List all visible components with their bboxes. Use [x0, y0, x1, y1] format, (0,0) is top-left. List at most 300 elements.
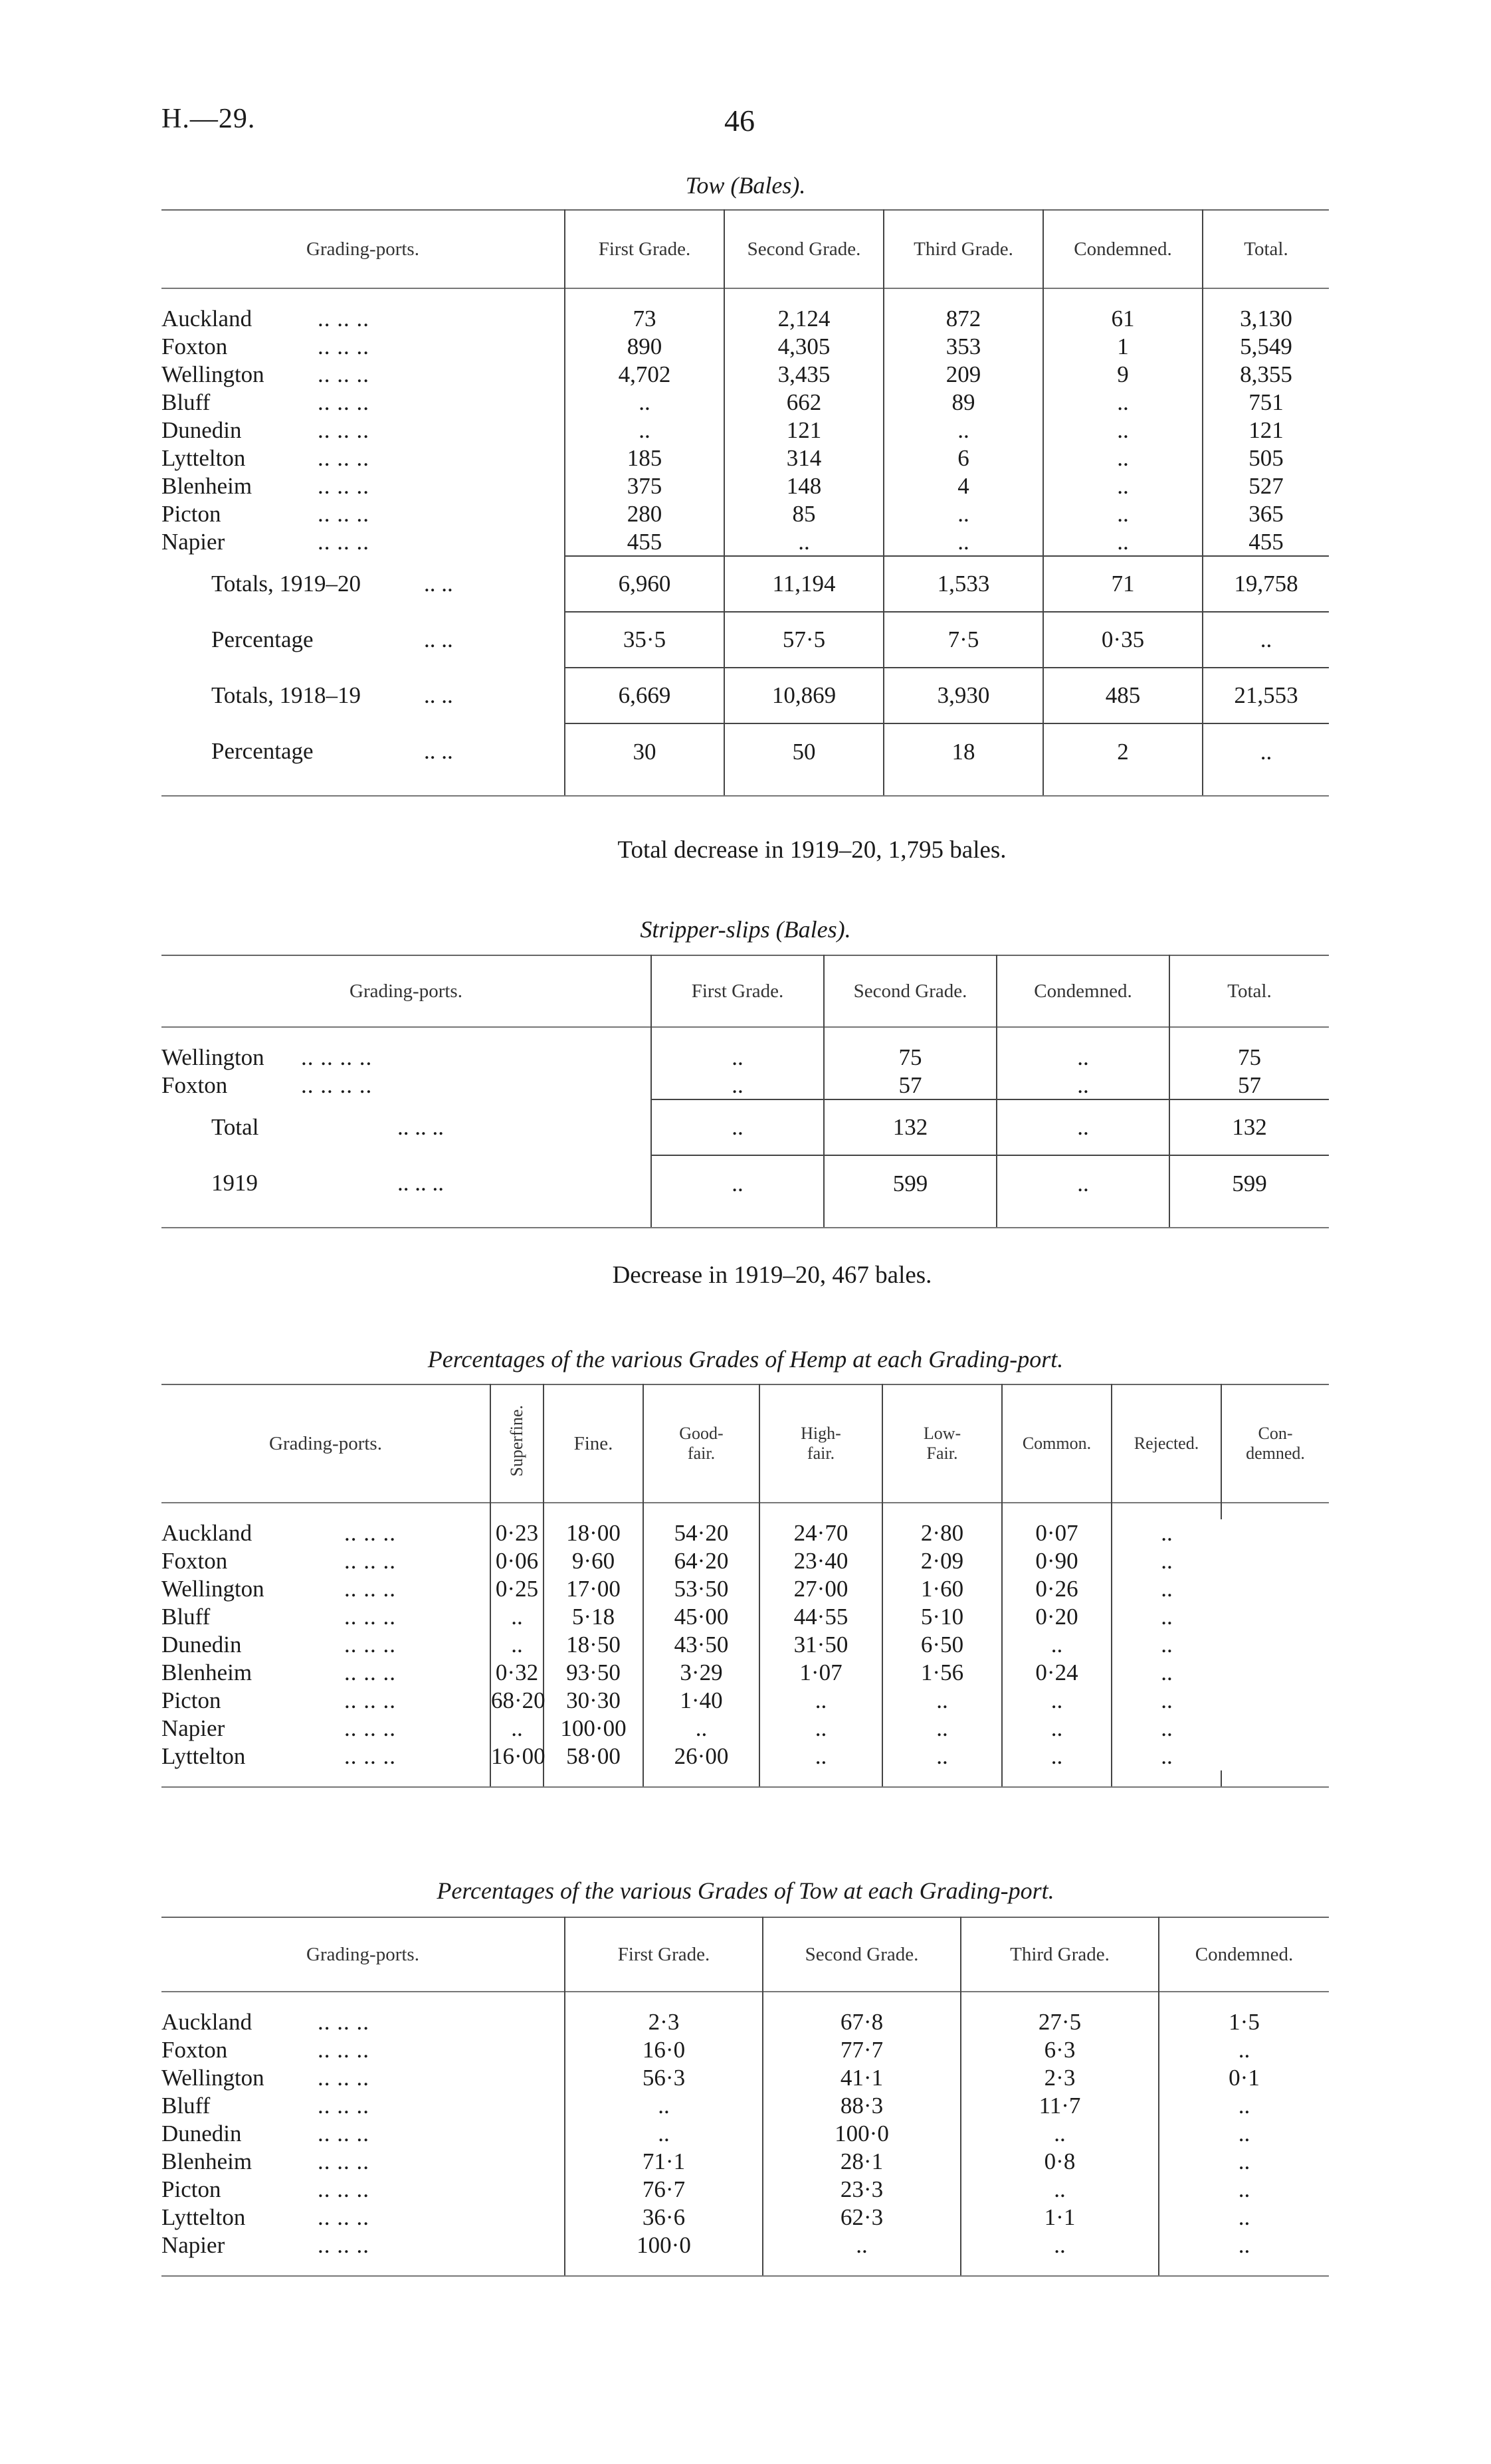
row-port-name: [161, 2064, 565, 2092]
totals-value: 3,930: [884, 668, 1043, 723]
row-value: 4: [884, 472, 1043, 500]
totals-value: 19,758: [1203, 556, 1329, 612]
end-cell: [1169, 1211, 1329, 1228]
table-row: [161, 1072, 1329, 1099]
row-value: 185: [565, 444, 724, 472]
row-value: ..: [884, 528, 1043, 556]
port-label: Dunedin: [161, 2121, 242, 2146]
row-value: 505: [1203, 444, 1329, 472]
row-value: 45·00: [643, 1603, 759, 1631]
document-reference: H.—29.: [161, 104, 256, 134]
row-value: ..: [1112, 1659, 1221, 1687]
page-number: 46: [724, 104, 755, 138]
row-value: 0·8: [961, 2148, 1159, 2176]
row-value: 64·20: [643, 1547, 759, 1575]
col-header-common: Common.: [1002, 1384, 1112, 1503]
header-line: Fair.: [926, 1444, 958, 1463]
row-port-name: [161, 1603, 490, 1631]
end-cell: [997, 1211, 1169, 1228]
port-label: Foxton: [161, 1548, 228, 1574]
leader-dots: .. .. ..: [397, 1114, 444, 1140]
spacer-cell: [161, 1503, 490, 1519]
row-port-name: [161, 333, 565, 361]
row-value: 88·3: [763, 2092, 961, 2120]
table-row: [161, 1715, 1329, 1743]
row-value: ..: [1112, 1547, 1221, 1575]
totals-label: [161, 556, 565, 612]
end-cell: [490, 1770, 544, 1787]
leader-dots: .. .. ..: [318, 2176, 369, 2202]
leader-dots: .. .. ..: [318, 2065, 369, 2091]
row-value: 43·50: [643, 1631, 759, 1659]
spacer-cell: [651, 1027, 824, 1044]
header-line: Good-: [679, 1424, 724, 1443]
col-header-first-grade: First Grade.: [565, 1917, 763, 1992]
row-port-name: [161, 2231, 565, 2259]
totals-value: ..: [997, 1155, 1169, 1211]
leader-dots: .. .. ..: [318, 2093, 369, 2119]
end-cell: [565, 2259, 763, 2276]
row-value: 1·60: [882, 1575, 1002, 1603]
row-value: ..: [759, 1743, 882, 1770]
port-label: Bluff: [161, 389, 211, 415]
row-value: ..: [1112, 1715, 1221, 1743]
row-port-name: [161, 1547, 490, 1575]
totals-value: 1,533: [884, 556, 1043, 612]
table-row: [161, 1603, 1329, 1631]
col-header-high-fair: [759, 1384, 882, 1503]
end-cell: [1043, 779, 1203, 796]
port-label: Lyttelton: [161, 1743, 246, 1769]
row-value: 18·50: [544, 1631, 643, 1659]
totals-label: [161, 668, 565, 723]
row-value: 121: [724, 417, 884, 444]
row-port-name: [161, 2008, 565, 2036]
port-label: Auckland: [161, 1520, 252, 1546]
totals-value: ..: [651, 1099, 824, 1155]
leader-dots: .. ..: [424, 738, 453, 764]
leader-dots: .. .. ..: [344, 1548, 396, 1574]
totals-value: 10,869: [724, 668, 884, 723]
port-label: Wellington: [161, 1576, 264, 1602]
totals-value: 2: [1043, 723, 1203, 779]
totals-value: 7·5: [884, 612, 1043, 668]
row-value: 1·40: [643, 1687, 759, 1715]
row-value: 0·23: [490, 1519, 544, 1547]
totals-value: 21,553: [1203, 668, 1329, 723]
table-row: [161, 1575, 1329, 1603]
end-cell: [651, 1211, 824, 1228]
port-label: Dunedin: [161, 1632, 242, 1658]
end-cell: [643, 1770, 759, 1787]
row-value: 89: [884, 389, 1043, 417]
col-header-total: Total.: [1169, 955, 1329, 1027]
row-value: ..: [1112, 1575, 1221, 1603]
row-value: 56·3: [565, 2064, 763, 2092]
col-header-second-grade: Second Grade.: [763, 1917, 961, 1992]
row-value: ..: [490, 1715, 544, 1743]
leader-dots: .. .. .. ..: [301, 1044, 373, 1070]
totals-label: [161, 1155, 651, 1211]
totals-value: 18: [884, 723, 1043, 779]
row-value: ..: [759, 1687, 882, 1715]
totals-label: [161, 612, 565, 668]
col-header-condemned: [1221, 1384, 1329, 1503]
leader-dots: .. .. ..: [318, 389, 369, 415]
col-header-grading-ports: Grading-ports.: [306, 238, 419, 260]
row-value: 62·3: [763, 2204, 961, 2231]
totals-value: 30: [565, 723, 724, 779]
totals-value: 35·5: [565, 612, 724, 668]
row-value: ..: [763, 2231, 961, 2259]
leader-dots: .. .. ..: [318, 361, 369, 387]
leader-dots: .. .. ..: [318, 306, 369, 332]
row-value: 121: [1203, 417, 1329, 444]
totals-value: 50: [724, 723, 884, 779]
port-label: Lyttelton: [161, 2204, 246, 2230]
spacer-cell: [1159, 1992, 1329, 2008]
towpct-table-title: Percentages of the various Grades of Tow at each Grading-port.: [437, 1877, 1054, 1904]
row-value: ..: [1043, 389, 1203, 417]
row-value: 1·56: [882, 1659, 1002, 1687]
row-value: 0·06: [490, 1547, 544, 1575]
row-value: 27·00: [759, 1575, 882, 1603]
row-value: 0·90: [1002, 1547, 1112, 1575]
spacer-cell: [724, 288, 884, 305]
leader-dots: .. .. ..: [318, 417, 369, 443]
port-label: Wellington: [161, 2065, 264, 2091]
col-header-third-grade: Third Grade.: [961, 1917, 1159, 1992]
row-value: ..: [961, 2231, 1159, 2259]
row-value: 1·5: [1159, 2008, 1329, 2036]
col-header-grading-ports: Grading-ports.: [306, 1943, 419, 1965]
table-row: [161, 528, 1329, 556]
row-value: 24·70: [759, 1519, 882, 1547]
row-value: 5·10: [882, 1603, 1002, 1631]
spacer-cell: [565, 288, 724, 305]
row-value: ..: [997, 1044, 1169, 1072]
row-value: 18·00: [544, 1519, 643, 1547]
row-value: 28·1: [763, 2148, 961, 2176]
row-port-name: [161, 1687, 490, 1715]
row-port-name: [161, 1072, 651, 1099]
leader-dots: .. .. .. ..: [301, 1072, 373, 1098]
leader-dots: .. .. ..: [344, 1687, 396, 1713]
table-row: [161, 2092, 1329, 2120]
end-cell: [763, 2259, 961, 2276]
end-cell: [1159, 2259, 1329, 2276]
row-value: 2·80: [882, 1519, 1002, 1547]
row-value: 6·3: [961, 2036, 1159, 2064]
totals-label-text: Percentage: [211, 626, 314, 652]
row-port-name: [161, 1044, 651, 1072]
table-row: [161, 1659, 1329, 1687]
end-cell: [1221, 1770, 1329, 1787]
leader-dots: .. .. ..: [397, 1170, 444, 1196]
row-value: 3,435: [724, 361, 884, 389]
row-value: 365: [1203, 500, 1329, 528]
row-value: 9: [1043, 361, 1203, 389]
row-value: 0·26: [1002, 1575, 1112, 1603]
row-port-name: [161, 528, 565, 556]
totals-value: 6,960: [565, 556, 724, 612]
row-value: ..: [1112, 1603, 1221, 1631]
totals-label-text: 1919: [211, 1170, 258, 1196]
col-header-condemned: Condemned.: [1043, 210, 1203, 288]
leader-dots: .. .. ..: [344, 1743, 396, 1769]
row-value: 58·00: [544, 1743, 643, 1770]
col-header-grading-ports: Grading-ports.: [349, 980, 462, 1002]
totals-label: [161, 1099, 651, 1155]
row-value: ..: [1112, 1743, 1221, 1770]
header-line: demned.: [1246, 1444, 1305, 1463]
row-value: 100·00: [544, 1715, 643, 1743]
row-value: 5·18: [544, 1603, 643, 1631]
table-row: [161, 1631, 1329, 1659]
end-cell: [884, 779, 1043, 796]
spacer-cell: [763, 1992, 961, 2008]
spacer-cell: [1203, 288, 1329, 305]
row-value: ..: [1112, 1631, 1221, 1659]
port-label: Foxton: [161, 2037, 228, 2063]
row-value: 751: [1203, 389, 1329, 417]
port-label: Bluff: [161, 1604, 211, 1630]
row-value: 61: [1043, 305, 1203, 333]
row-value: 148: [724, 472, 884, 500]
row-port-name: [161, 417, 565, 444]
row-value: 53·50: [643, 1575, 759, 1603]
row-value: ..: [884, 417, 1043, 444]
row-port-name: [161, 389, 565, 417]
row-value: ..: [1043, 528, 1203, 556]
totals-value: ..: [1203, 612, 1329, 668]
row-value: ..: [1002, 1715, 1112, 1743]
row-value: 662: [724, 389, 884, 417]
row-value: ..: [1159, 2120, 1329, 2148]
row-value: 31·50: [759, 1631, 882, 1659]
stripper-table: [161, 955, 1329, 1228]
row-value: 527: [1203, 472, 1329, 500]
row-value: ..: [1002, 1743, 1112, 1770]
leader-dots: .. .. ..: [318, 2204, 369, 2230]
port-label: Napier: [161, 1715, 225, 1741]
spacer-cell: [759, 1503, 882, 1519]
spacer-cell: [161, 288, 565, 305]
spacer-cell: [884, 288, 1043, 305]
row-value: 455: [1203, 528, 1329, 556]
leader-dots: .. .. ..: [318, 333, 369, 359]
row-value: 375: [565, 472, 724, 500]
row-value: ..: [651, 1044, 824, 1072]
spacer-cell: [1169, 1027, 1329, 1044]
spacer-cell: [997, 1027, 1169, 1044]
port-label: Bluff: [161, 2093, 211, 2119]
row-value: ..: [565, 417, 724, 444]
port-label: Napier: [161, 529, 225, 555]
port-label: Wellington: [161, 1044, 264, 1070]
row-value: ..: [490, 1631, 544, 1659]
totals-value: 6,669: [565, 668, 724, 723]
row-port-name: [161, 500, 565, 528]
end-cell: [824, 1211, 997, 1228]
col-header-low-fair: [882, 1384, 1002, 1503]
row-port-name: [161, 2176, 565, 2204]
hemp-table-title: Percentages of the various Grades of Hemp at each Grading-port.: [427, 1346, 1064, 1373]
leader-dots: .. .. ..: [344, 1604, 396, 1630]
totals-row: [161, 556, 1329, 612]
row-port-name: [161, 472, 565, 500]
row-port-name: [161, 2204, 565, 2231]
superfine-label: Superfine.: [507, 1405, 526, 1477]
totals-row: [161, 1099, 1329, 1155]
row-value: 1·07: [759, 1659, 882, 1687]
end-cell: [161, 779, 565, 796]
totals-value: 132: [1169, 1099, 1329, 1155]
spacer-cell: [490, 1503, 544, 1519]
leader-dots: .. .. ..: [318, 2148, 369, 2174]
port-label: Picton: [161, 501, 221, 527]
leader-dots: .. ..: [424, 682, 453, 708]
row-value: ..: [884, 500, 1043, 528]
row-value: ..: [1159, 2204, 1329, 2231]
row-value: ..: [1159, 2148, 1329, 2176]
tow-table-title: Tow (Bales).: [685, 172, 806, 199]
col-header-second-grade: Second Grade.: [824, 955, 997, 1027]
spacer-cell: [1221, 1503, 1329, 1519]
spacer-cell: [643, 1503, 759, 1519]
row-value: 2·09: [882, 1547, 1002, 1575]
row-value: 0·32: [490, 1659, 544, 1687]
row-value: ..: [1043, 500, 1203, 528]
row-value: 41·1: [763, 2064, 961, 2092]
totals-value: 485: [1043, 668, 1203, 723]
header-line: fair.: [687, 1444, 716, 1463]
row-value: 85: [724, 500, 884, 528]
port-label: Blenheim: [161, 2148, 252, 2174]
port-label: Wellington: [161, 361, 264, 387]
row-port-name: [161, 1575, 490, 1603]
header-line: High-: [801, 1424, 841, 1443]
col-header-first-grade: First Grade.: [565, 210, 724, 288]
totals-value: ..: [997, 1099, 1169, 1155]
table-row: [161, 1547, 1329, 1575]
totals-label-text: Total: [211, 1114, 259, 1140]
spacer-cell: [961, 1992, 1159, 2008]
row-port-name: [161, 444, 565, 472]
stripper-decrease-note: Decrease in 1919–20, 467 bales.: [612, 1262, 932, 1289]
totals-value: 11,194: [724, 556, 884, 612]
row-value: 1: [1043, 333, 1203, 361]
row-port-name: [161, 1715, 490, 1743]
port-label: Auckland: [161, 2009, 252, 2035]
end-cell: [161, 1770, 490, 1787]
row-value: 11·7: [961, 2092, 1159, 2120]
row-value: 0·24: [1002, 1659, 1112, 1687]
port-label: Picton: [161, 2176, 221, 2202]
row-value: 1·1: [961, 2204, 1159, 2231]
leader-dots: .. .. ..: [318, 2121, 369, 2146]
row-value: 93·50: [544, 1659, 643, 1687]
table-row: [161, 2176, 1329, 2204]
spacer-cell: [565, 1992, 763, 2008]
table-row: [161, 1743, 1329, 1770]
col-header-grading-ports: Grading-ports.: [269, 1432, 382, 1454]
leader-dots: .. .. ..: [318, 445, 369, 471]
row-port-name: [161, 2092, 565, 2120]
row-value: 27·5: [961, 2008, 1159, 2036]
table-row: [161, 389, 1329, 417]
port-label: Picton: [161, 1687, 221, 1713]
row-value: ..: [651, 1072, 824, 1099]
totals-label-text: Percentage: [211, 738, 314, 764]
row-value: ..: [1112, 1519, 1221, 1547]
leader-dots: .. ..: [424, 571, 453, 597]
table-row: [161, 2036, 1329, 2064]
port-label: Blenheim: [161, 1659, 252, 1685]
row-value: 77·7: [763, 2036, 961, 2064]
towpct-table: [161, 1917, 1329, 2277]
row-value: ..: [1159, 2176, 1329, 2204]
row-value: 890: [565, 333, 724, 361]
header-line: fair.: [807, 1444, 835, 1463]
hemp-table: [161, 1384, 1329, 1788]
leader-dots: .. .. ..: [318, 2232, 369, 2258]
col-header-second-grade: Second Grade.: [724, 210, 884, 288]
row-value: 17·00: [544, 1575, 643, 1603]
row-value: 0·07: [1002, 1519, 1112, 1547]
totals-row: [161, 1155, 1329, 1211]
row-value: 100·0: [565, 2231, 763, 2259]
end-cell: [1112, 1770, 1221, 1787]
row-value: 36·6: [565, 2204, 763, 2231]
totals-label-text: Totals, 1919–20: [211, 571, 361, 597]
row-value: 75: [1169, 1044, 1329, 1072]
row-value: ..: [1159, 2231, 1329, 2259]
port-label: Foxton: [161, 1072, 228, 1098]
row-value: 4,305: [724, 333, 884, 361]
port-label: Napier: [161, 2232, 225, 2258]
totals-row: [161, 668, 1329, 723]
leader-dots: .. .. ..: [344, 1632, 396, 1658]
row-value: 54·20: [643, 1519, 759, 1547]
col-header-condemned: Condemned.: [997, 955, 1169, 1027]
row-value: 68·20: [491, 1687, 546, 1713]
totals-value: ..: [1203, 723, 1329, 779]
totals-label-text: Totals, 1918–19: [211, 682, 361, 708]
port-label: Foxton: [161, 333, 228, 359]
row-value: ..: [1159, 2092, 1329, 2120]
totals-row: [161, 723, 1329, 779]
col-header-total: Total.: [1203, 210, 1329, 288]
row-value: ..: [565, 389, 724, 417]
row-value: 209: [884, 361, 1043, 389]
row-value: ..: [961, 2176, 1159, 2204]
table-row: [161, 1519, 1329, 1547]
spacer-cell: [161, 1992, 565, 2008]
row-value: 16·00: [491, 1743, 546, 1769]
totals-value: 0·35: [1043, 612, 1203, 668]
col-header-condemned: Condemned.: [1159, 1917, 1329, 1992]
port-label: Dunedin: [161, 417, 242, 443]
col-header-superfine: [490, 1384, 544, 1503]
row-value: 67·8: [763, 2008, 961, 2036]
row-value: ..: [1159, 2036, 1329, 2064]
table-row: [161, 417, 1329, 444]
spacer-cell: [1002, 1503, 1112, 1519]
table-row: [161, 2008, 1329, 2036]
row-value: 9·60: [544, 1547, 643, 1575]
spacer-cell: [161, 1027, 651, 1044]
